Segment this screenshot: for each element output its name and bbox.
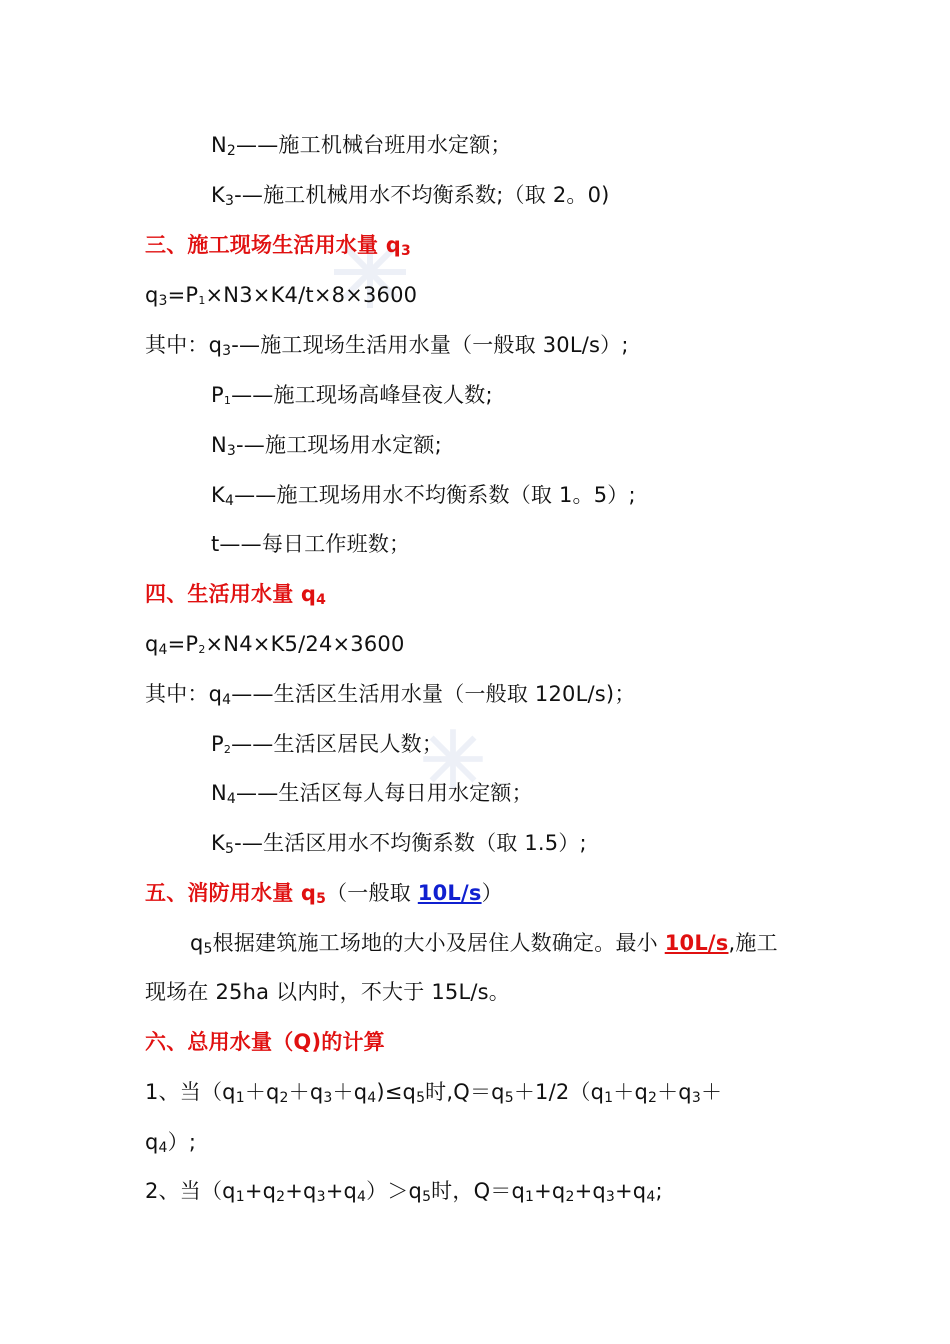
condition-1-line2: $q_4$）; (145, 1130, 197, 1156)
paragraph-q5-line2: 现场在 25ha 以内时，不大于 15L/s。 (145, 980, 510, 1004)
text-line-k4: $K_4——$施工现场用水不均衡系数（取 1。5）; (211, 483, 636, 509)
text-line-n3: $N_3-—$施工现场用水定额; (211, 433, 442, 459)
value-10ls-blue: 10L/s (417, 881, 482, 905)
text-line-q3-def: 其中：$q_3-—$施工现场生活用水量（一般取 30L/s）; (145, 333, 629, 359)
section-heading-4: 四、生活用水量 $q_4$ (145, 582, 327, 608)
text-line-p2: $P_2——$生活区居民人数； (211, 732, 444, 756)
text-line-k5: $K_5-—$生活区用水不均衡系数（取 1.5）; (211, 831, 587, 857)
section-heading-3: 三、施工现场生活用水量 $q_3$ (145, 233, 411, 259)
text-line-n2: $N_2——$施工机械台班用水定额； (211, 133, 512, 159)
formula-q3: $q_3=P_1\times N3\times K4/t\times 8\times 3600$ (145, 283, 418, 309)
paragraph-q5-line1: $q_5$根据建筑施工场地的大小及居住人数确定。最小 10L/s,施工 (190, 931, 778, 957)
value-10ls-red: 10L/s (664, 931, 729, 955)
section-heading-6: 六、总用水量（Q)的计算 (145, 1030, 385, 1054)
condition-1-line1: 1、当$(q_1+q_2+q_3+q_4)\le q_5$时$,Q=q_5+1/2(q_1+q_2+q_3+$ (145, 1080, 723, 1106)
text-line-k3: $K_3-—$施工机械用水不均衡系数;（取 2。0) (211, 183, 610, 209)
formula-q4: $q_4=P_2\times N4\times K5/24\times 3600$ (145, 632, 405, 658)
text-line-n4: $N_4——$生活区每人每日用水定额； (211, 781, 533, 807)
text-line-q4-def: 其中：$q_4——$生活区生活用水量（一般取 120L/s)； (145, 682, 636, 708)
section-heading-5: 五、消防用水量 $q_5$（一般取 10L/s） (145, 881, 503, 907)
text-line-t: t——每日工作班数； (211, 532, 411, 556)
text-line-p1: $P_1——$施工现场高峰昼夜人数; (211, 383, 493, 407)
condition-2: 2、当$(q_1+q_2+q_3+q_4)>q_5$时，$Q=q_1+q_2+q_3+q_4$; (145, 1179, 663, 1205)
